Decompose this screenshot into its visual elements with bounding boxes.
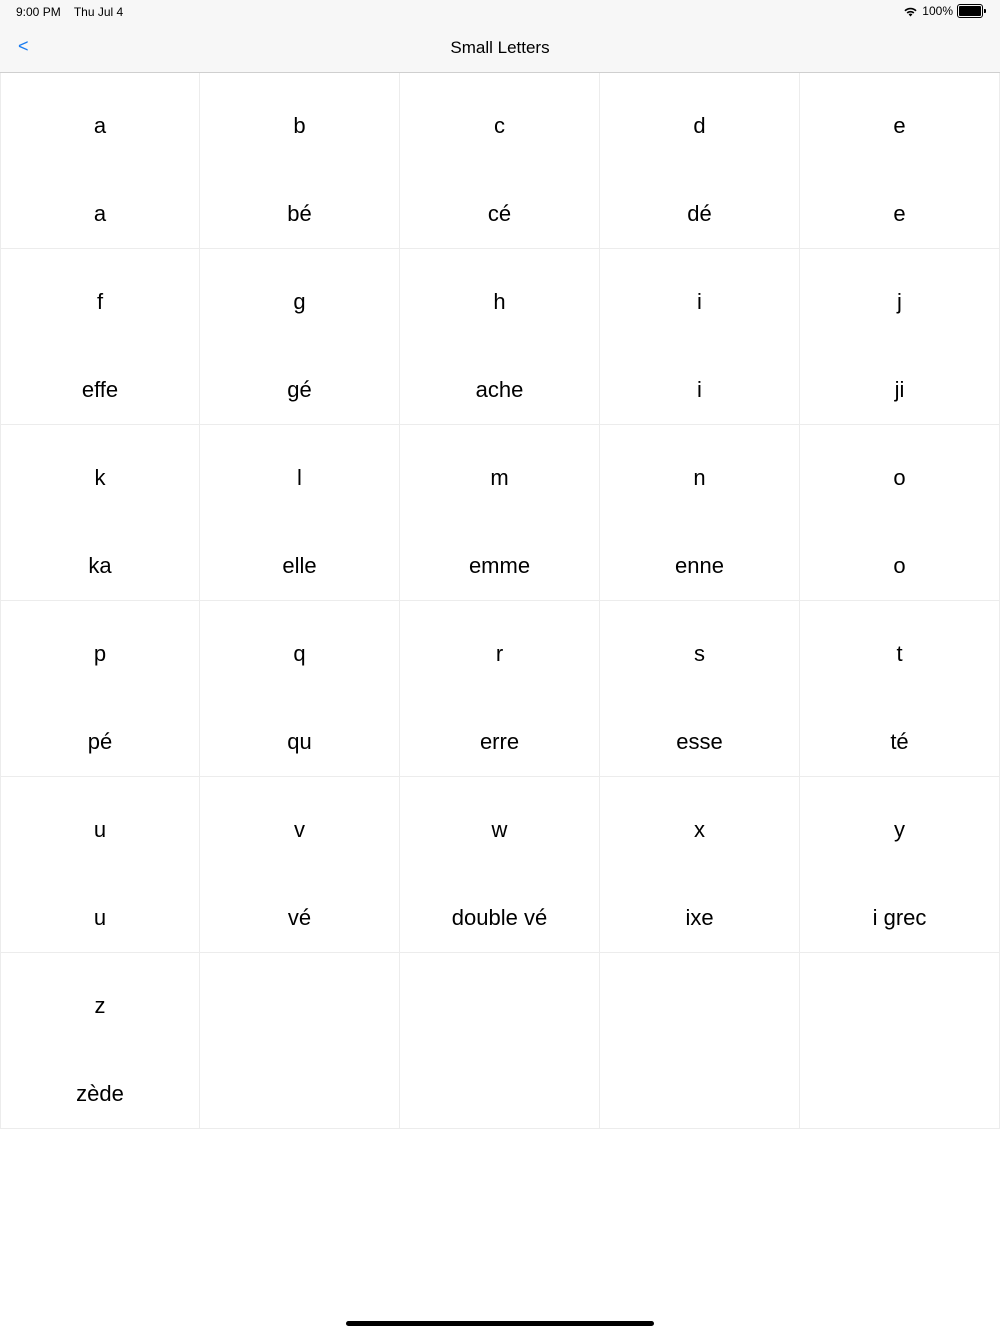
letter-cell[interactable] <box>200 73 400 249</box>
letter-cell[interactable] <box>0 601 200 777</box>
letter-glyph: f <box>96 289 104 314</box>
letter-cell[interactable] <box>800 425 1000 601</box>
letter-cell[interactable] <box>0 249 200 425</box>
letter-glyph: e <box>893 113 906 138</box>
letter-name: dé <box>687 201 712 226</box>
letter-name: bé <box>287 201 312 226</box>
letter-cell[interactable] <box>200 601 400 777</box>
letter-name: e <box>893 201 906 226</box>
letter-cell[interactable] <box>0 73 200 249</box>
home-indicator[interactable] <box>346 1321 654 1326</box>
letter-cell[interactable] <box>600 777 800 953</box>
letter-name: double vé <box>451 905 548 930</box>
letter-name: o <box>893 553 906 578</box>
letter-cell[interactable] <box>400 425 600 601</box>
letter-glyph: g <box>293 289 306 314</box>
letter-glyph: k <box>94 465 106 490</box>
letter-name: i <box>697 377 702 402</box>
letter-glyph: j <box>897 289 902 314</box>
back-button[interactable]: < <box>18 36 29 56</box>
letter-glyph: o <box>893 465 906 490</box>
letter-cell[interactable] <box>0 777 200 953</box>
letter-name: esse <box>676 729 723 754</box>
letter-cell[interactable] <box>400 249 600 425</box>
letter-cell[interactable] <box>200 777 400 953</box>
letter-glyph: y <box>894 817 905 842</box>
status-date: Thu Jul 4 <box>73 5 124 19</box>
letter-glyph: q <box>293 641 306 666</box>
status-right <box>903 4 986 18</box>
letter-cell[interactable] <box>200 249 400 425</box>
letter-glyph: i <box>697 289 702 314</box>
letter-name: gé <box>287 377 312 402</box>
battery-percent: 100% <box>922 4 953 18</box>
letter-name: qu <box>287 729 312 754</box>
page-title: Small Letters <box>450 38 550 57</box>
letter-cell[interactable] <box>0 953 200 1129</box>
letter-name: ka <box>88 553 112 578</box>
letter-glyph: d <box>693 113 706 138</box>
battery-icon <box>957 4 986 18</box>
letter-name: emme <box>468 553 531 578</box>
letter-glyph: l <box>297 465 302 490</box>
letter-glyph: n <box>693 465 706 490</box>
status-time: 9:00 PM <box>16 5 61 19</box>
letter-cell[interactable] <box>800 601 1000 777</box>
letter-name: zède <box>76 1081 124 1106</box>
letter-name: cé <box>487 201 512 226</box>
letter-name: ixe <box>685 905 714 930</box>
letter-glyph: z <box>94 993 106 1018</box>
empty-cell <box>800 953 1000 1129</box>
letter-glyph: x <box>694 817 705 842</box>
letter-cell[interactable] <box>600 249 800 425</box>
letter-name: i grec <box>872 905 927 930</box>
letter-name: u <box>93 905 107 930</box>
empty-cell <box>200 953 400 1129</box>
letter-glyph: b <box>293 113 306 138</box>
status-left <box>16 5 133 19</box>
letter-cell[interactable] <box>600 73 800 249</box>
empty-cell <box>600 953 800 1129</box>
letter-cell[interactable] <box>600 425 800 601</box>
letter-name: ji <box>894 377 905 402</box>
letter-name: ache <box>475 377 524 402</box>
letter-cell[interactable] <box>600 601 800 777</box>
letter-name: a <box>93 201 107 226</box>
letter-glyph: u <box>93 817 107 842</box>
empty-cell <box>400 953 600 1129</box>
letter-glyph: w <box>491 817 508 842</box>
letter-cell[interactable] <box>0 425 200 601</box>
letter-name: erre <box>479 729 520 754</box>
letter-name: enne <box>675 553 724 578</box>
letter-cell[interactable] <box>200 425 400 601</box>
letter-name: elle <box>282 553 317 578</box>
letter-grid <box>0 73 1000 1129</box>
letter-glyph: t <box>896 641 903 666</box>
navigation-bar <box>0 24 1000 73</box>
letter-cell[interactable] <box>800 249 1000 425</box>
letter-glyph: c <box>494 113 505 138</box>
letter-glyph: s <box>694 641 705 666</box>
letter-name: pé <box>87 729 113 754</box>
letter-cell[interactable] <box>400 601 600 777</box>
letter-name: vé <box>287 905 312 930</box>
letter-cell[interactable] <box>800 73 1000 249</box>
letter-glyph: m <box>490 465 509 490</box>
letter-glyph: r <box>495 641 504 666</box>
letter-cell[interactable] <box>400 73 600 249</box>
wifi-icon <box>903 6 918 17</box>
letter-glyph: a <box>93 113 107 138</box>
letter-glyph: h <box>493 289 506 314</box>
letter-name: effe <box>81 377 119 402</box>
letter-cell[interactable] <box>400 777 600 953</box>
status-bar <box>0 0 1000 24</box>
letter-name: té <box>890 729 909 754</box>
letter-glyph: p <box>93 641 107 666</box>
letter-cell[interactable] <box>800 777 1000 953</box>
letter-glyph: v <box>294 817 305 842</box>
